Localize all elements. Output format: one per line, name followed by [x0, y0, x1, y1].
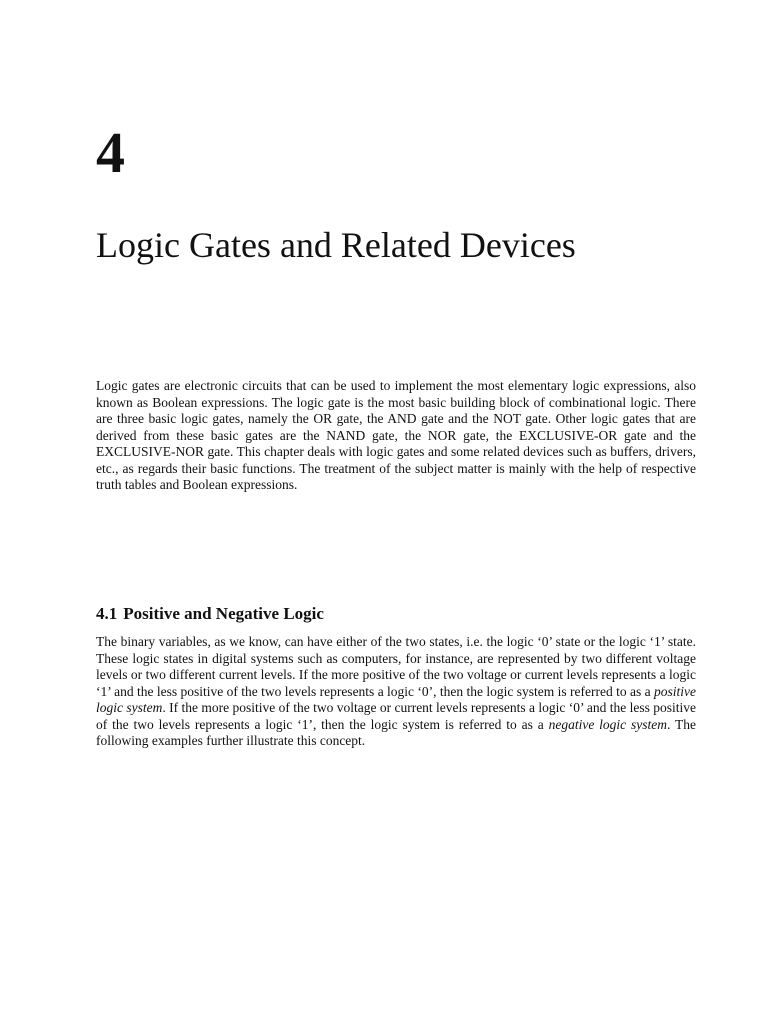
section-text-part-3: . The following examples further illustrate this concept.: [96, 716, 697, 748]
section-heading: [96, 604, 324, 624]
section-paragraph: [96, 634, 696, 750]
positive-logic-term: positive logic system: [96, 683, 696, 715]
intro-paragraph: Logic gates are electronic circuits that can be used to implement the most elementary logic expressions, also known as Boolean expressions. The logic gate is the most basic building block of combinational logic. There are three basic logic gates, namely the OR gate, the AND gate and the NOT gate. Other logic gates that are derived from these basic gates are the NAND gate, the NOR gate, the EXCLUSIVE-OR gate and the EXCLUSIVE-NOR gate. This chapter deals with logic gates and some related devices such as buffers, drivers, etc., as regards their basic functions. The treatment of the subject matter is mainly with the help of respective truth tables and Boolean expressions.: [96, 378, 696, 492]
section-title: Positive and Negative Logic: [123, 604, 324, 623]
section-text-part-1: The binary variables, as we know, can have either of the two states, i.e. the logic ‘0’ state or the logic ‘1’ state. These logic states in digital systems such as computers, for instance, are represented by two different voltage levels or two different current levels. If the more positive of the two voltage or current levels represents a logic ‘1’ and the less positive of the two levels represents a logic ‘0’, then the logic system is referred to as a: [96, 634, 696, 699]
chapter-number: 4: [96, 120, 125, 185]
chapter-title: Logic Gates and Related Devices: [96, 225, 576, 265]
section-text-part-2: . If the more positive of the two voltage or current levels represents a logic ‘0’ and the less positive of the two levels represents a logic ‘1’, then the logic system is referred to as a: [96, 700, 696, 732]
negative-logic-term: negative logic system: [548, 716, 668, 732]
section-number: 4.1: [96, 604, 118, 623]
